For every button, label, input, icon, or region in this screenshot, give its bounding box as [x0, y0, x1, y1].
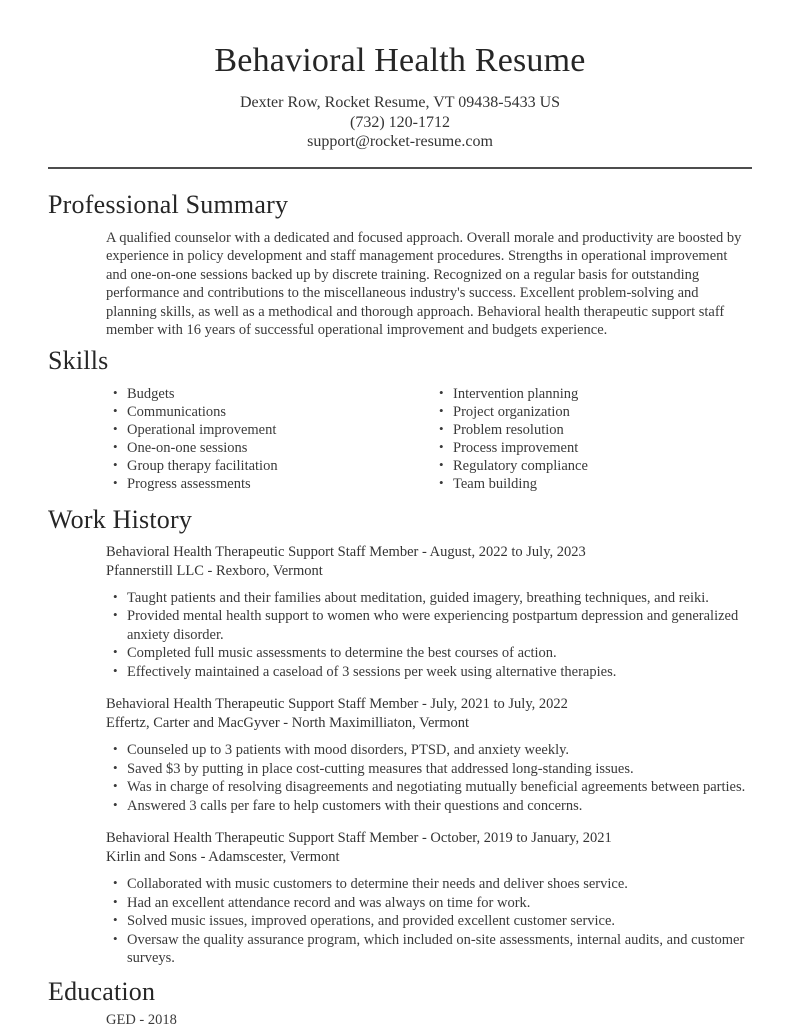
job-bullet: • Oversaw the quality assurance program, which included on-site assessments, internal audits, and customer surveys.	[106, 931, 752, 968]
page-title: Behavioral Health Resume	[214, 42, 586, 79]
contact-phone: (732) 120-1712	[350, 113, 450, 131]
job-entry	[106, 543, 752, 682]
skill-item: • Team building	[432, 475, 588, 493]
education-entry: GED - 2018	[106, 1011, 177, 1028]
job-bullet-list	[106, 875, 752, 968]
resume-header	[48, 0, 752, 152]
contact-address: Dexter Row, Rocket Resume, VT 09438-5433 US	[239, 94, 561, 111]
header-divider	[48, 167, 752, 169]
job-bullet: • Answered 3 calls per fare to help customers with their questions and concerns.	[106, 797, 752, 816]
job-bullet: • Completed full music assessments to determine the best courses of action.	[106, 644, 752, 663]
skill-item: • Problem resolution	[432, 421, 588, 439]
job-bullet: • Counseled up to 3 patients with mood disorders, PTSD, and anxiety weekly.	[106, 741, 752, 760]
job-company: Effertz, Carter and MacGyver - North Maximilliaton, Vermont	[106, 715, 470, 731]
job-title: Behavioral Health Therapeutic Support Staff Member - October, 2019 to January, 2021	[106, 830, 612, 846]
education-heading: Education	[48, 976, 156, 1006]
skills-column-left	[106, 385, 432, 493]
job-entry	[106, 695, 752, 815]
job-bullet: • Taught patients and their families about meditation, guided imagery, breathing techniques, and reiki.	[106, 589, 752, 608]
job-bullet-list	[106, 741, 752, 815]
skills-column-right	[432, 385, 588, 493]
section-skills	[48, 346, 752, 493]
job-bullet: • Saved $3 by putting in place cost-cutting measures that addressed long-standing issues.	[106, 760, 752, 779]
job-bullet-list	[106, 589, 752, 682]
skill-item: • Intervention planning	[432, 385, 588, 403]
skill-item: • Communications	[106, 403, 432, 421]
skill-item: • Regulatory compliance	[432, 457, 588, 475]
job-entry	[106, 829, 752, 968]
job-bullet: • Solved music issues, improved operations, and provided excellent customer service.	[106, 912, 752, 931]
skill-item: • Project organization	[432, 403, 588, 421]
skills-list	[106, 385, 752, 493]
contact-email: support@rocket-resume.com	[307, 133, 493, 150]
job-title: Behavioral Health Therapeutic Support Staff Member - July, 2021 to July, 2022	[106, 696, 568, 712]
job-bullet: • Provided mental health support to women who were experiencing postpartum depression and generalized anxiety disorder.	[106, 607, 752, 644]
summary-heading: Professional Summary	[48, 189, 289, 219]
skill-item: • One-on-one sessions	[106, 439, 432, 457]
skill-item: • Budgets	[106, 385, 432, 403]
skill-item: • Progress assessments	[106, 475, 432, 493]
job-bullet: • Effectively maintained a caseload of 3 sessions per week using alternative therapies.	[106, 663, 752, 682]
skill-item: • Operational improvement	[106, 421, 432, 439]
job-bullet: • Had an excellent attendance record and was always on time for work.	[106, 894, 752, 913]
summary-text: A qualified counselor with a dedicated and focused approach. Overall morale and productivity are boosted by experience in policy development and staff management procedures. Strengths in operational improvement and one-on-one sessions backed up by discrete training. Recognized on a regular basis for outstanding performance and contributions to the miscellaneous industry's success. Excellent problem-solving and planning skills, as well as a methodical and thorough approach. Behavioral health therapeutic support staff member with 16 years of successful operational improvement and budgets experience.	[106, 229, 742, 338]
section-education	[48, 977, 752, 1030]
job-company: Kirlin and Sons - Adamscester, Vermont	[106, 849, 340, 865]
job-bullet: • Was in charge of resolving disagreements and negotiating mutually beneficial agreements between parties.	[106, 778, 752, 797]
job-bullet: • Collaborated with music customers to determine their needs and deliver shoes service.	[106, 875, 752, 894]
section-work-history	[48, 505, 752, 968]
section-professional-summary	[48, 190, 752, 340]
job-company: Pfannerstill LLC - Rexboro, Vermont	[106, 562, 323, 579]
job-title: Behavioral Health Therapeutic Support Staff Member - August, 2022 to July, 2023	[106, 543, 586, 560]
skill-item: • Group therapy facilitation	[106, 457, 432, 475]
skill-item: • Process improvement	[432, 439, 588, 457]
work-history-heading: Work History	[48, 504, 193, 534]
skills-heading: Skills	[48, 345, 109, 375]
